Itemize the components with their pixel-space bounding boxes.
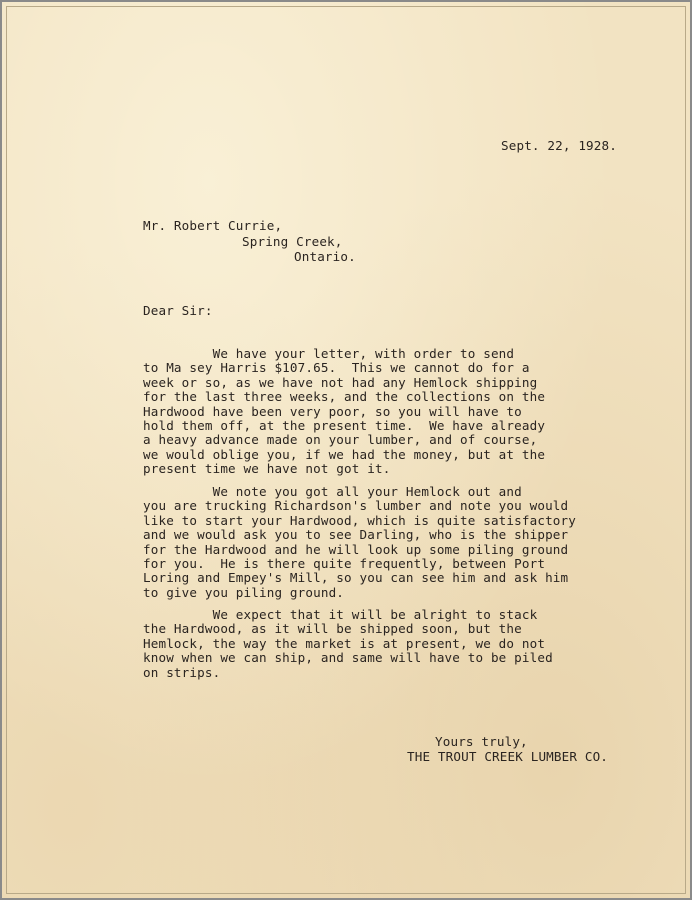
paragraph-3 [143, 608, 613, 680]
paragraph-1 [143, 347, 613, 477]
paragraph-line: to give you piling ground. [143, 584, 345, 600]
paragraph-line: for the last three weeks, and the collections on the [143, 389, 546, 405]
paragraph-line: for the Hardwood and he will look up some piling ground [143, 541, 569, 557]
paragraph-line: hold them off, at the present time. We have already [143, 418, 546, 434]
recipient-name: Mr. Robert Currie, [143, 218, 283, 233]
recipient-province: Ontario. [294, 249, 356, 264]
paragraph-line: Hardwood have been very poor, so you will have to [143, 403, 522, 419]
paragraph-line: we would oblige you, if we had the money, but at the [143, 446, 546, 462]
paragraph-line: We note you got all your Hemlock out and [143, 484, 522, 499]
recipient-street: Spring Creek, [242, 234, 343, 249]
paragraph-line: We have your letter, with order to send [143, 346, 515, 361]
paragraph-line: like to start your Hardwood, which is quite satisfactory [143, 512, 576, 528]
paragraph-line: know when we can ship, and same will have to be piled [143, 650, 553, 666]
paragraph-line: We expect that it will be alright to stack [143, 607, 538, 622]
salutation: Dear Sir: [143, 303, 213, 318]
paragraph-line: you are trucking Richardson's lumber and note you would [143, 498, 569, 514]
letter-date: Sept. 22, 1928. [501, 138, 617, 153]
paragraph-line: Loring and Empey's Mill, so you can see him and ask him [143, 570, 569, 586]
paragraph-line: the Hardwood, as it will be shipped soon, but the [143, 621, 522, 637]
company-signature: THE TROUT CREEK LUMBER CO. [407, 749, 609, 764]
paragraph-line: present time we have not got it. [143, 461, 391, 477]
closing: Yours truly, [435, 734, 528, 749]
paragraph-line: on strips. [143, 664, 221, 680]
paragraph-2 [143, 485, 613, 600]
paragraph-line: to Ma sey Harris $107.65. This we cannot do for a [143, 360, 530, 376]
paragraph-line: week or so, as we have not had any Hemlock shipping [143, 374, 538, 390]
paragraph-line: for you. He is there quite frequently, between Port [143, 556, 546, 572]
paragraph-line: a heavy advance made on your lumber, and of course, [143, 432, 538, 448]
paragraph-line: Hemlock, the way the market is at present, we do not [143, 635, 546, 651]
paragraph-line: and we would ask you to see Darling, who is the shipper [143, 527, 569, 543]
